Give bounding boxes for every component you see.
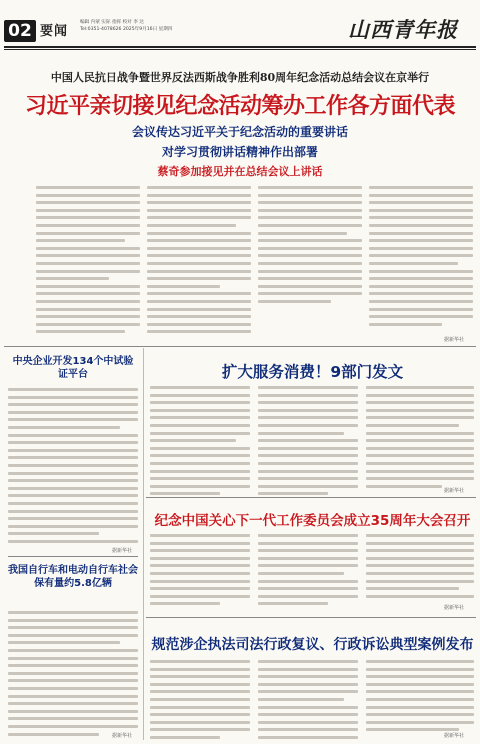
sidebar-divider-h [8,556,138,557]
sidebar-story2-credit: 据新华社 [112,733,133,739]
sidebar-story2-title: 我国自行车和电动自行车社会保有量约5.8亿辆 [8,565,138,589]
consumption-divider [146,497,476,498]
header-meta-line1: 编辑 内蒙 实际 指挥 校对 李 达 [80,20,144,25]
sidebar-story2-body [8,611,138,740]
committee-credit: 据新华社 [444,605,465,611]
law-credit: 据新华社 [444,733,465,739]
consumption-body-col2 [258,386,358,500]
header-rule [4,46,476,48]
lead-body-col1 [36,186,140,338]
header-meta [80,19,172,33]
newspaper-logo: 山西青年报 [348,17,458,42]
lead-body-col2 [147,186,251,338]
page-number: 02 [4,20,36,42]
committee-body-col3 [366,534,474,602]
lead-body-col3 [258,186,362,308]
lead-subheadline-1: 会议传达习近平关于纪念活动的重要讲话 [131,125,348,139]
lead-subheadline-2: 对学习贯彻讲话精神作出部署 [161,145,318,159]
consumption-headline: 扩大服务消费！9部门发文 [221,363,404,381]
lead-credit: 据新华社 [444,337,465,343]
committee-divider [146,617,476,618]
lead-body-col4 [369,186,473,330]
lead-headline: 习近平亲切接见纪念活动筹办工作各方面代表 [24,94,455,119]
header-rule-thin [4,49,476,50]
consumption-body-col1 [150,386,250,500]
lead-subheadline-3: 蔡奇参加接见并在总结会议上讲话 [157,165,323,178]
law-body-col2 [258,660,358,744]
law-body-col3 [366,660,474,736]
committee-body-col1 [150,534,250,610]
sidebar-story1-title: 中央企业开发134个中试验证平台 [12,356,134,380]
law-body-col1 [150,660,250,744]
header-meta-line2: Tel:0351-4078626 2025年9月16日 星期四 [80,27,173,32]
consumption-body-col3 [366,386,474,492]
consumption-credit: 据新华社 [444,488,465,494]
committee-headline: 纪念中国关心下一代工作委员会成立35周年大会召开 [154,513,471,529]
sidebar-story1-body [8,388,138,547]
law-headline: 规范涉企执法司法行政复议、行政诉讼典型案例发布 [151,637,474,653]
committee-body-col2 [258,534,358,610]
sidebar-divider [143,348,144,740]
sidebar-story1-credit: 据新华社 [112,548,133,554]
section-name: 要闻 [40,24,69,39]
lead-kicker: 中国人民抗日战争暨世界反法西斯战争胜利80周年纪念活动总结会议在京举行 [50,71,430,84]
lead-divider [4,346,476,347]
